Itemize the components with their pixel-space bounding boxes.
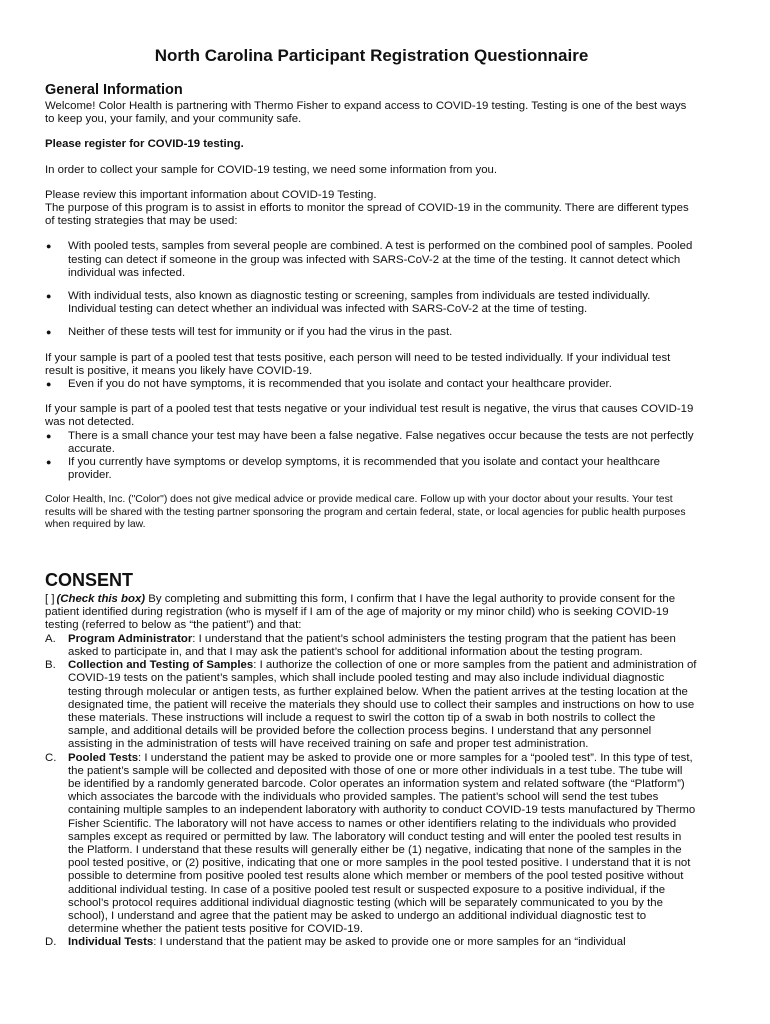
negative-result-paragraph: If your sample is part of a pooled test that tests negative or your individual test result is negative, the virus that causes COVID-19 was not detected.	[45, 403, 694, 429]
positive-result-list	[45, 378, 698, 391]
list-item	[45, 633, 698, 659]
list-item: ● Even if you do not have symptoms, it is recommended that you isolate and contact your healthcare provider.	[45, 378, 698, 391]
general-information-heading: General Information	[45, 82, 183, 98]
item-text: : I understand the patient may be asked to provide one or more samples for a “pooled test”. In this type of test, the patient’s sample will be collected and deposited with those of one or more other individuals in a test tube. The tube will be identified by a randomly generated barcode. Color operates an information system and related software (the “Platform”) which associates the barcode with the individuals who provided samples. The patient’s school will send the test tubes containing multiple samples to an independent laboratory with authority to conduct COVID-19 tests manufactured by Thermo Fisher Scientific. The laboratory will not have access to names or other identifiers relating to the individuals who provided samples except as required or permitted by law. The laboratory will conduct testing and will enter the pooled test results in the Platform. I understand that these results will generally either be (1) negative, indicating that none of the samples in the pool tested positive, or (2) positive, indicating that one or more samples in the pool tested positive. I understand that it is not possible to determine from positive pooled test results alone which member or members of the pool tested positive without additional individual testing. In case of a positive pooled test result or suspected exposure to a positive individual, if the school’s protocol requires additional individual diagnostic testing (which will be separately communicated to you by the school), I understand and agree that the patient may be asked to undergo an additional individual diagnostic test to determine whether the patient tests positive for COVID-19.	[68, 751, 696, 936]
item-term: Program Administrator	[68, 632, 193, 645]
item-term: Pooled Tests	[68, 751, 139, 764]
review-line: Please review this important information about COVID-19 Testing.	[45, 188, 377, 201]
list-item: ● If you currently have symptoms or develop symptoms, it is recommended that you isolate and contact your healthcare provider.	[45, 456, 698, 482]
register-prompt: Please register for COVID-19 testing.	[45, 138, 244, 151]
list-item: ● With pooled tests, samples from several people are combined. A test is performed on the combined pool of samples. Pooled testing can detect if someone in the group was infected with SARS-CoV-2 at the time of the testing. It cannot detect which individual was infected.	[45, 240, 698, 280]
disclaimer-paragraph: Color Health, Inc. ("Color") does not give medical advice or provide medical care. Follow up with your doctor about your results. Your test results will be shared with the testing partner sponsoring the program and certain federal, state, or local agencies for public health purposes when required by law.	[45, 494, 686, 530]
item-letter: D.	[45, 936, 57, 949]
testing-strategies-list	[45, 240, 698, 339]
page-title: North Carolina Participant Registration Questionnaire	[154, 46, 589, 65]
check-this-box-label: (Check this box)	[56, 593, 146, 606]
list-item: ● Neither of these tests will test for immunity or if you had the virus in the past.	[45, 326, 698, 339]
consent-terms-list	[45, 633, 698, 950]
item-term: Individual Tests	[68, 936, 154, 949]
list-item	[45, 752, 698, 937]
consent-heading: CONSENT	[45, 570, 134, 591]
purpose-paragraph: The purpose of this program is to assist in efforts to monitor the spread of COVID-19 in the community. There are different types of testing strategies that may be used:	[45, 202, 689, 228]
item-letter: B.	[45, 659, 56, 672]
item-letter: A.	[45, 632, 56, 645]
collect-paragraph: In order to collect your sample for COVID-19 testing, we need some information from you.	[45, 163, 498, 176]
negative-result-list	[45, 430, 698, 483]
welcome-paragraph: Welcome! Color Health is partnering with Thermo Fisher to expand access to COVID-19 testing. Testing is one of the best ways to keep you, your family, and your community safe.	[45, 100, 687, 126]
list-item	[45, 659, 698, 751]
consent-statement	[45, 593, 698, 633]
consent-checkbox[interactable]: [ ]	[45, 593, 55, 606]
item-letter: C.	[45, 751, 57, 764]
item-text: : I authorize the collection of one or more samples from the patient and administration of COVID-19 tests on the patient’s samples, which shall include pooled testing and may also include individual diagnostic testing through molecular or antigen tests, as further explained below. When the patient arrives at the testing location at the designated time, the patient will receive the materials they should use to collect their samples and instructions on how to use these materials. These instructions will include a request to swirl the cotton tip of a swab in both nostrils to collect the sample, and additional details will be provided before the collection process begins. I understand that any personnel assisting in the administration of tests will have received training on safe and proper test administration.	[68, 659, 697, 751]
item-text: : I understand that the patient’s school administers the testing program that the patient has been asked to participate in, and that I may ask the patient’s school for additional information about the testing program.	[68, 632, 676, 658]
item-text: : I understand that the patient may be asked to provide one or more samples for an “individual	[153, 936, 626, 949]
item-term: Collection and Testing of Samples	[68, 659, 254, 672]
list-item: ● There is a small chance your test may have been a false negative. False negatives occur because the tests are not perfectly accurate.	[45, 430, 698, 456]
positive-result-paragraph: If your sample is part of a pooled test that tests positive, each person will need to be tested individually. If your individual test result is positive, it means you likely have COVID-19.	[45, 351, 671, 377]
consent-intro-text: By completing and submitting this form, I confirm that I have the legal authority to provide consent for the patient identified during registration (who is myself if I am of the age of majority or my minor child) who is seeking COVID-19 testing (referred to below as “the patient”) and that:	[45, 593, 676, 632]
list-item	[45, 936, 698, 949]
list-item: ● With individual tests, also known as diagnostic testing or screening, samples from individuals are tested individually. Individual testing can detect whether an individual was infected with SARS-CoV-2 at the time of testing.	[45, 290, 698, 316]
